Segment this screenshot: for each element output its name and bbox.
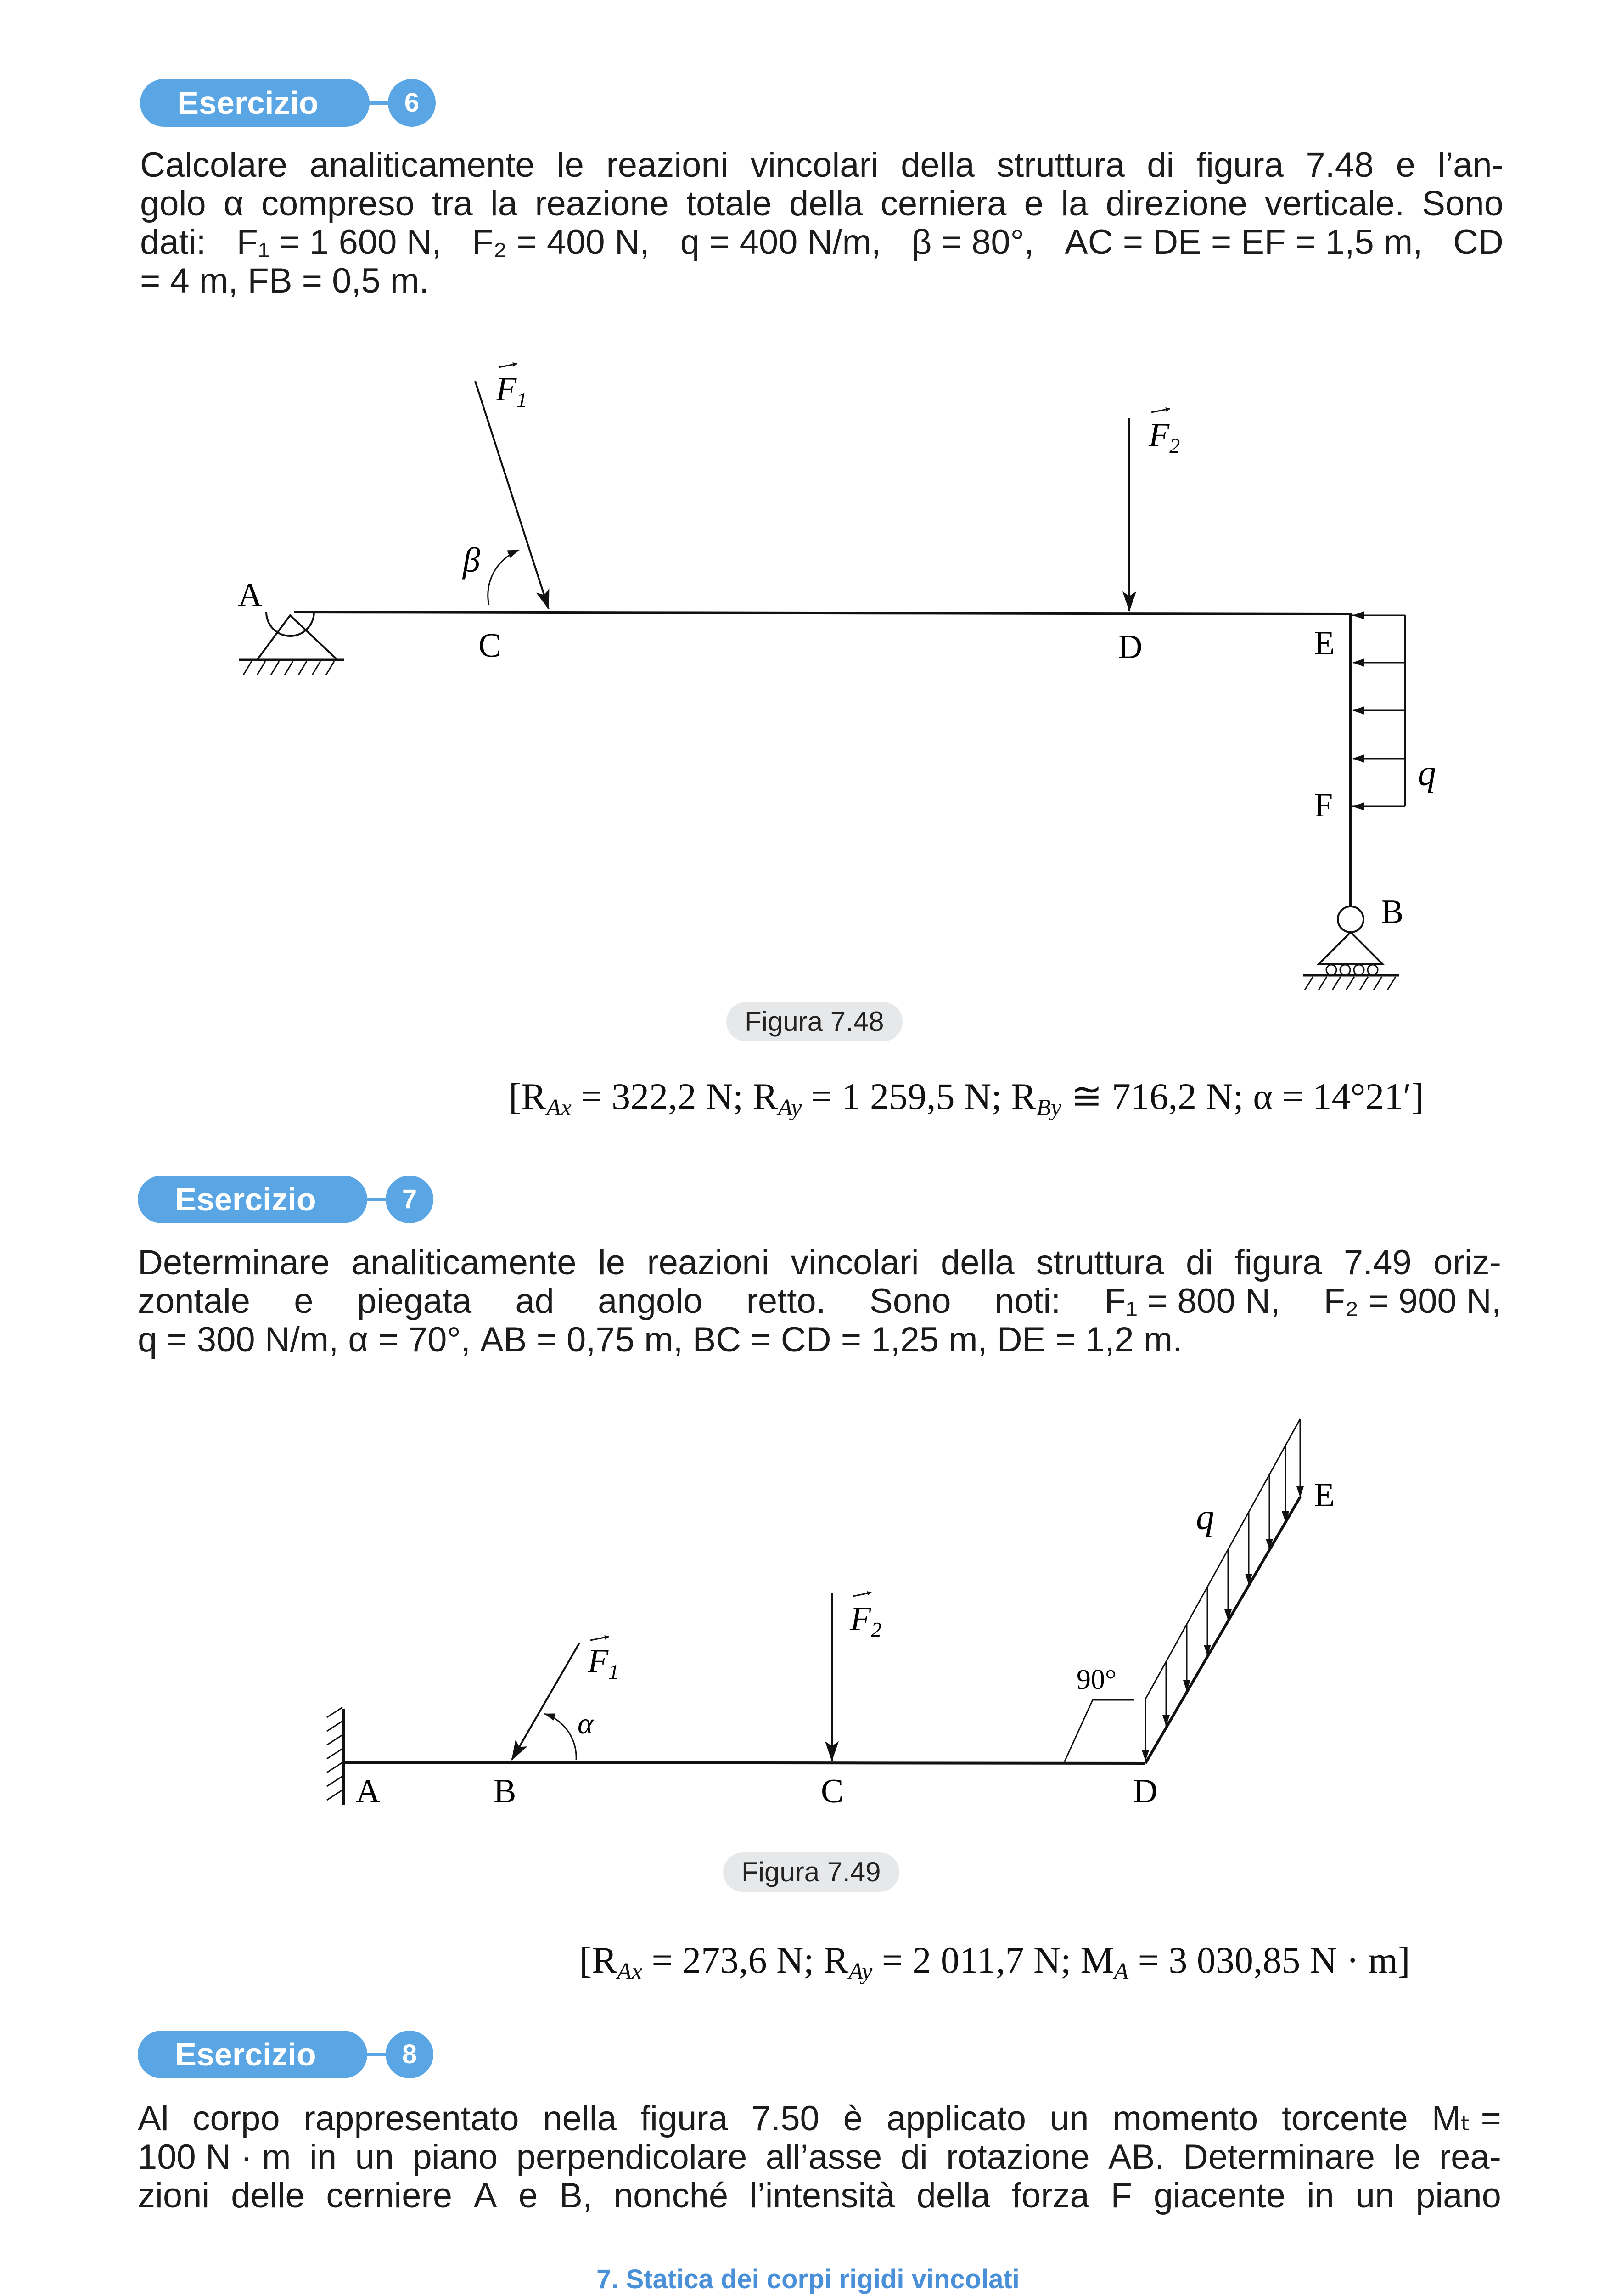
- word: rea-: [1439, 2138, 1501, 2177]
- word: figura: [640, 2099, 728, 2138]
- figure-7-48-caption: Figura 7.48: [726, 1002, 903, 1041]
- word: e: [1024, 184, 1044, 223]
- chapter-title: 7. Statica dei corpi rigidi vincolati: [596, 2264, 1020, 2294]
- beam: [343, 1762, 1145, 1763]
- word: e: [1396, 146, 1415, 185]
- exercise-label: Esercizio: [177, 85, 319, 121]
- inclined-member: [1145, 1497, 1300, 1763]
- word: della: [940, 1243, 1015, 1282]
- word: oriz-: [1433, 1243, 1501, 1282]
- word: di: [1147, 146, 1174, 185]
- text-line: [138, 2177, 1501, 2215]
- word: Sono: [1422, 184, 1504, 223]
- word: della: [916, 2176, 991, 2215]
- force-f1-label: F1: [588, 1643, 619, 1683]
- word: totale: [686, 184, 772, 223]
- word: β = 80°,: [911, 223, 1034, 262]
- word: F₁ = 1 600 N,: [236, 223, 442, 262]
- word: Determinare: [138, 1243, 330, 1282]
- word: piano: [1415, 2176, 1501, 2215]
- word: golo: [140, 184, 206, 223]
- word: analiticamente: [309, 146, 535, 185]
- word: q = 300 N/m, α = 70°, AB = 0,75 m, BC = CD = 1,25 m, DE = 1,2 m.: [138, 1320, 1183, 1359]
- word: 7.48: [1306, 146, 1374, 185]
- label-c: C: [478, 627, 501, 664]
- vector-bar: [853, 1593, 871, 1596]
- word: e: [518, 2176, 538, 2215]
- load-q-label: q: [1196, 1497, 1214, 1537]
- label-f: F: [1314, 787, 1333, 824]
- word: direzione: [1105, 184, 1247, 223]
- word: 7.50: [751, 2099, 819, 2138]
- word: noti:: [994, 1282, 1061, 1321]
- word: Mₜ =: [1431, 2099, 1501, 2138]
- word: 7.49: [1343, 1243, 1412, 1282]
- word: verticale.: [1265, 184, 1405, 223]
- word: piano: [412, 2138, 498, 2177]
- text-line: [138, 2099, 1501, 2138]
- word: F₁ = 800 N,: [1104, 1282, 1280, 1321]
- word: F₂ = 400 N,: [472, 223, 650, 262]
- figure-7-49-diagram: [0, 1378, 1616, 1846]
- word: struttura: [1036, 1243, 1164, 1282]
- word: piegata: [357, 1282, 472, 1321]
- word: delle: [231, 2176, 305, 2215]
- text-line: [138, 1282, 1501, 1321]
- word: retto.: [746, 1282, 826, 1321]
- right-angle-marker: [1064, 1700, 1134, 1762]
- word: un: [1049, 2099, 1089, 2138]
- angle-alpha-label: α: [578, 1707, 594, 1740]
- label-a: A: [238, 576, 263, 614]
- vector-bar: [1151, 409, 1170, 412]
- force-f1-label: F1: [496, 371, 527, 411]
- word: zontale: [138, 1282, 251, 1321]
- word: rappresentato: [303, 2099, 519, 2138]
- word: B,: [559, 2176, 593, 2215]
- word: l’intensità: [749, 2176, 895, 2215]
- exercise-label: Esercizio: [175, 1182, 316, 1217]
- word: un: [355, 2138, 394, 2177]
- figure-7-48-diagram: [0, 0, 1616, 1010]
- word: AB.: [1108, 2138, 1165, 2177]
- word: ad: [515, 1282, 554, 1321]
- word: forza: [1011, 2176, 1089, 2215]
- word: F₂ = 900 N,: [1324, 1282, 1501, 1321]
- exercise-7-result: [$R_{Ax} = 273,6$ N; $R_{Ay} = 2$ 011,7 N; $M_A = 3$ 030,85 N · m]: [579, 1939, 1410, 1985]
- beam: [294, 612, 1352, 614]
- word: compreso: [261, 184, 415, 223]
- distributed-load-q: [1352, 615, 1405, 806]
- word: e: [294, 1282, 314, 1321]
- word: le: [556, 146, 584, 185]
- word: torcente: [1282, 2099, 1408, 2138]
- label-c: C: [821, 1773, 844, 1810]
- word: F: [1111, 2176, 1132, 2215]
- word: giacente: [1153, 2176, 1286, 2215]
- word: momento: [1112, 2099, 1258, 2138]
- force-f2-label: F2: [1149, 416, 1180, 457]
- text-line: [138, 1244, 1501, 1282]
- word: perpendicolare: [516, 2138, 747, 2177]
- angle-beta-label: β: [463, 541, 480, 580]
- word: struttura: [997, 146, 1125, 185]
- force-f1-arrow: [475, 381, 549, 609]
- word: cerniera: [880, 184, 1007, 223]
- word: della: [901, 146, 975, 185]
- word: Al: [138, 2099, 169, 2138]
- word: l’an-: [1437, 146, 1504, 185]
- word: rotazione: [946, 2138, 1090, 2177]
- vector-bar: [499, 364, 517, 367]
- word: figura: [1196, 146, 1284, 185]
- word: analiticamente: [351, 1243, 577, 1282]
- exercise-7-text: [138, 1244, 1501, 1359]
- load-q-label: q: [1418, 753, 1436, 793]
- word: di: [900, 2138, 928, 2177]
- label-e: E: [1314, 1476, 1335, 1514]
- word: = 4 m, FB = 0,5 m.: [140, 261, 429, 300]
- angle-alpha-arc: [544, 1714, 576, 1760]
- label-b: B: [494, 1773, 516, 1810]
- word: CD: [1453, 223, 1504, 262]
- word: la: [1061, 184, 1089, 223]
- word: AC = DE = EF = 1,5 m,: [1065, 223, 1423, 262]
- exercise-number: 8: [386, 2031, 433, 2078]
- right-angle-label: 90°: [1077, 1664, 1117, 1695]
- word: applicato: [886, 2099, 1027, 2138]
- word: la: [490, 184, 517, 223]
- word: le: [598, 1243, 626, 1282]
- word: Sono: [870, 1282, 951, 1321]
- force-f2-label: F2: [850, 1600, 882, 1641]
- label-b: B: [1381, 893, 1404, 931]
- word: tra: [432, 184, 473, 223]
- exercise-8-badge: [138, 2031, 459, 2078]
- distributed-load-q: [1145, 1419, 1300, 1761]
- word: le: [1393, 2138, 1421, 2177]
- word: dati:: [140, 223, 206, 262]
- word: α: [223, 184, 244, 223]
- word: zioni: [138, 2176, 210, 2215]
- word: corpo: [192, 2099, 280, 2138]
- word: cerniere: [326, 2176, 452, 2215]
- label-e: E: [1314, 625, 1335, 662]
- fixed-support-a: [327, 1707, 343, 1805]
- word: angolo: [598, 1282, 703, 1321]
- exercise-number: 6: [388, 79, 436, 127]
- word: reazioni: [647, 1243, 769, 1282]
- word: figura: [1234, 1243, 1322, 1282]
- word: vincolari: [791, 1243, 919, 1282]
- text-line: [138, 1321, 1501, 1359]
- exercise-number: 7: [386, 1176, 433, 1223]
- word: è: [843, 2099, 863, 2138]
- word: all’asse: [765, 2138, 882, 2177]
- figure-7-49-caption: Figura 7.49: [723, 1852, 899, 1892]
- text-line: [138, 2138, 1501, 2177]
- label-d: D: [1118, 628, 1143, 666]
- exercise-6-result: [$R_{Ax} = 322,2$ N; $R_{Ay} = 1$ 259,5 N; $R_{By}$ ≅ 716,2 N; α = 14°21′]: [509, 1075, 1424, 1121]
- word: in: [309, 2138, 337, 2177]
- word: Determinare: [1183, 2138, 1375, 2177]
- word: della: [789, 184, 863, 223]
- label-a: A: [356, 1773, 381, 1810]
- exercise-8-text: [138, 2099, 1501, 2215]
- exercise-7-badge: [138, 1176, 459, 1223]
- word: nonché: [613, 2176, 729, 2215]
- word: Calcolare: [140, 146, 288, 185]
- word: 100 N · m: [138, 2138, 291, 2177]
- word: di: [1185, 1243, 1213, 1282]
- word: un: [1355, 2176, 1395, 2215]
- word: reazione: [535, 184, 669, 223]
- word: in: [1307, 2176, 1334, 2215]
- force-f1-arrow: [512, 1643, 579, 1760]
- word: A: [473, 2176, 497, 2215]
- vector-bar: [590, 1637, 609, 1640]
- word: vincolari: [751, 146, 879, 185]
- word: nella: [543, 2099, 617, 2138]
- pin-support-a: [239, 612, 344, 675]
- word: reazioni: [606, 146, 729, 185]
- exercise-label: Esercizio: [175, 2037, 316, 2072]
- label-d: D: [1133, 1773, 1158, 1810]
- angle-beta-arc: [488, 550, 519, 605]
- word: q = 400 N/m,: [680, 223, 881, 262]
